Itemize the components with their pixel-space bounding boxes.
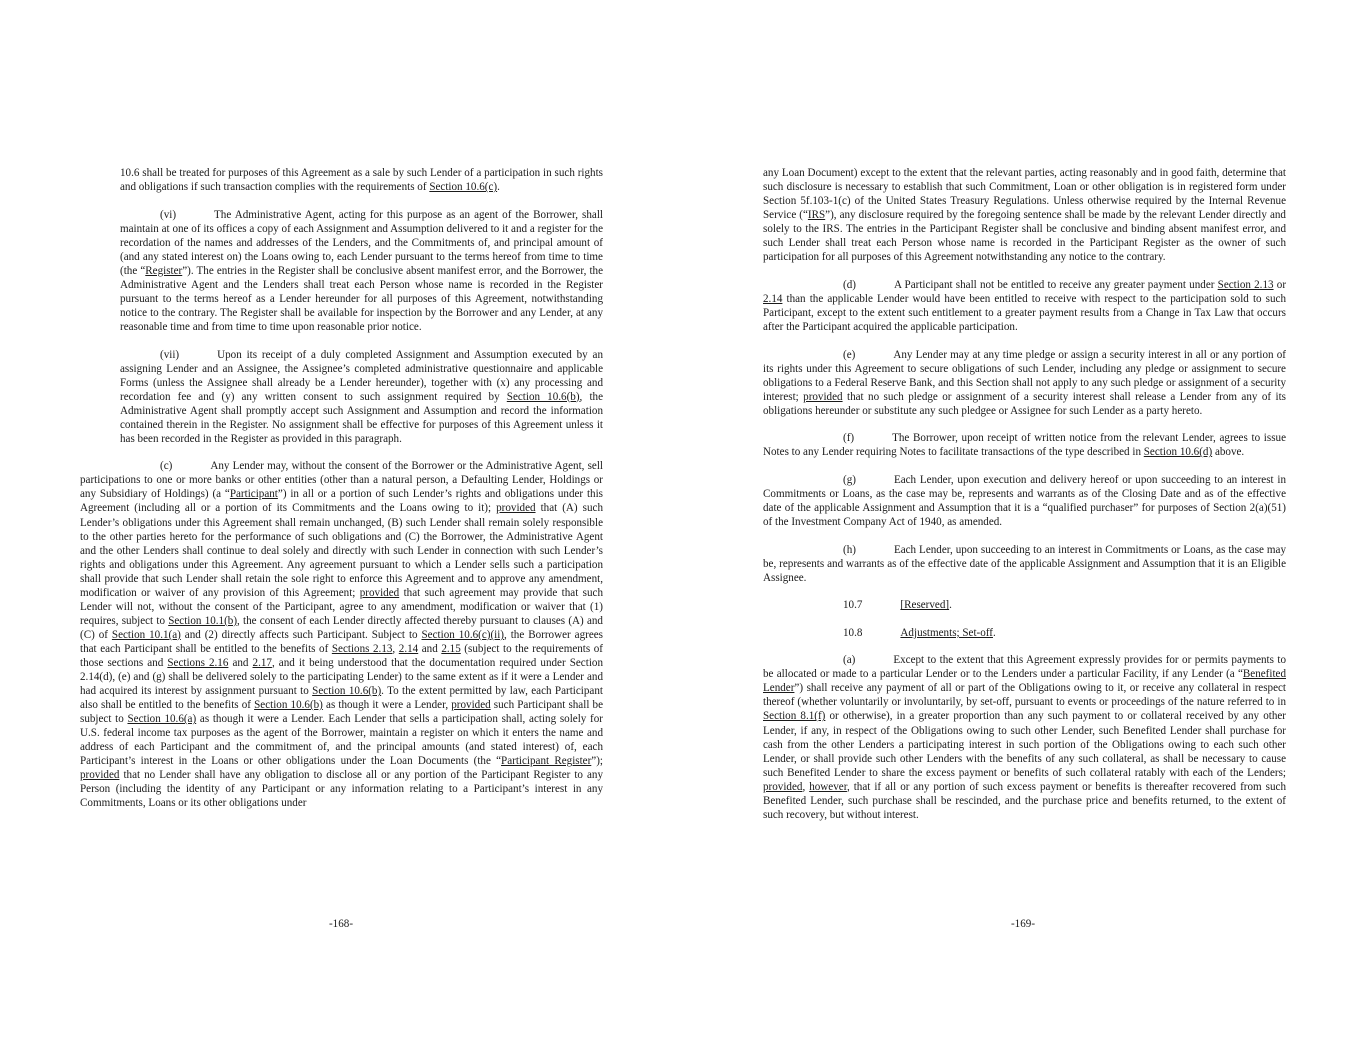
cross-reference: 2.14 xyxy=(398,642,419,655)
paragraph-h: (h) Each Lender, upon succeeding to an interest in Commitments or Loans, as the case may be, represents and warrants as of the effective date of the applicable Assignment and Assumption that it is an Eligible Assignee. xyxy=(763,543,1286,584)
right-page-body xyxy=(763,166,1286,835)
paragraph-e: (e) Any Lender may at any time pledge or assign a security interest in all or any portion of its rights under this Agreement to secure obligations of such Lender, including any pledge or assignment to secure obligations to a Federal Reserve Bank, and this Section shall not apply to any such pledge or assignment of a security interest; provided that no such pledge or assignment of a security interest shall release a Lender from any of its obligations hereunder or substitute any such pledgee or Assignee for such Lender as a party hereto. xyxy=(763,348,1286,417)
paragraph-continuation-10-6: 10.6 shall be treated for purposes of this Agreement as a sale by such Lender of a participation in such rights and obligations if such transaction complies with the requirements of Section 10.6(c). xyxy=(120,167,603,194)
page-number: -169- xyxy=(1010,918,1036,930)
cross-reference: Section 10.6(d) xyxy=(1143,446,1213,459)
paragraph-label: (f) xyxy=(843,432,855,445)
paragraph-label: (g) xyxy=(843,473,856,486)
paragraph-g: (g) Each Lender, upon execution and delivery hereof or upon succeeding to an interest in Commitments or Loans, as the case may be, represents and warrants as of the Closing Date and as of the effective date of the applicable Assignment and Assumption that it is a “qualified purchaser” for purposes of Section 2(a)(51) of the Investment Company Act of 1940, as amended. xyxy=(763,473,1286,528)
paragraph-label: (d) xyxy=(843,278,856,291)
cross-reference: Section 10.6(c) xyxy=(429,181,498,194)
cross-reference: Sections 2.16 xyxy=(167,657,229,669)
defined-term: Participant Register xyxy=(501,755,592,768)
cross-reference: 2.17 xyxy=(252,657,272,669)
paragraph-vi: (vi) The Administrative Agent, acting for this purpose as an agent of the Borrower, shall maintain at one of its offices a copy of each Assignment and Assumption delivered to it and a register for the recordation of the names and addresses of the Lenders, and the Commitments of, and principal amount of (and any stated interest on) the Loans owing to, each Lender pursuant to the terms hereof from time to time (the “Register”). The entries in the Register shall be conclusive absent manifest error, and the Borrower, the Administrative Agent and the Lenders shall treat each Person whose name is recorded in the Register pursuant to the terms hereof as a Lender hereunder for all purposes of this Agreement, notwithstanding notice to the contrary. The Register shall be available for inspection by the Borrower and any Lender, at any reasonable time and from time to time upon reasonable prior notice. xyxy=(120,208,603,333)
section-number: 10.8 xyxy=(843,626,863,639)
paragraph-label: (c) xyxy=(160,460,173,473)
cross-reference: Section 10.1(a) xyxy=(111,628,181,641)
paragraph-f: (f) The Borrower, upon receipt of written notice from the relevant Lender, agrees to issue Notes to any Lender requiring Notes to facilitate transactions of the type described in Section 10.6(d) above. xyxy=(763,432,1286,459)
defined-term: Benefited Lender xyxy=(763,668,1286,695)
page-number: -168- xyxy=(328,918,354,930)
paragraph-label: (vi) xyxy=(160,208,177,221)
provided-term: provided xyxy=(803,390,843,403)
page-169 xyxy=(682,0,1364,1055)
defined-term: IRS xyxy=(807,209,826,222)
cross-reference: Section 10.6(c)(ii) xyxy=(421,628,505,641)
provided-term: provided xyxy=(763,780,803,793)
paragraph-a: (a) Except to the extent that this Agreement expressly provides for or permits payments to be allocated or made to a particular Lender or to the Lenders under a particular Facility, if any Lender (a “Benefited Lender”) shall receive any payment of all or part of the Obligations owing to it, or receive any collateral in respect thereof (whether voluntarily or involuntarily, by set-off, pursuant to events or proceedings of the nature referred to in Section 8.1(f) or otherwise), in a greater proportion than any such payment to or collateral received by any other Lender, if any, in respect of the Obligations owing to such other Lender, such Benefited Lender shall purchase for cash from the other Lenders a participating interest in such portion of the Obligations owing to each such other Lender, or shall provide such other Lenders with the benefits of any such collateral, as shall be necessary to cause such Benefited Lender to share the excess payment or benefits of such collateral ratably with each of the Lenders; provided, however, that if all or any portion of such excess payment or benefits is thereafter recovered from such Benefited Lender, such purchase shall be rescinded, and the purchase price and benefits returned, to the extent of such recovery, but without interest. xyxy=(763,654,1286,821)
cross-reference: Section 8.1(f) xyxy=(763,710,826,723)
section-title: [Reserved] xyxy=(900,599,950,612)
paragraph-label: (vii) xyxy=(160,348,180,361)
cross-reference: Sections 2.13 xyxy=(331,642,393,655)
provided-term: provided xyxy=(496,502,536,515)
defined-term: Participant xyxy=(229,488,278,501)
paragraph-label: (e) xyxy=(843,348,856,361)
cross-reference: Section 10.6(b) xyxy=(254,699,323,712)
provided-term: provided xyxy=(451,699,491,712)
provided-term: provided xyxy=(359,586,400,599)
paragraph-d: (d) A Participant shall not be entitled to receive any greater payment under Section 2.13 or 2.14 than the applicable Lender would have been entitled to receive with respect to the participation sold to such Participant, except to the extent such entitlement to a greater payment results from a Change in Tax Law that occurs after the Participant acquired the applicable participation. xyxy=(763,278,1287,333)
cross-reference: Section 10.6(b) xyxy=(312,685,382,698)
section-title: Adjustments; Set-off xyxy=(900,626,993,639)
section-10-8-heading: 10.8 Adjustments; Set-off. xyxy=(843,626,996,639)
paragraph-label: (h) xyxy=(843,543,856,556)
left-page-body xyxy=(80,166,603,824)
paragraph-continuation-c: any Loan Document) except to the extent that the relevant parties, acting reasonably and in good faith, determine that such disclosure is necessary to establish that such Commitment, Loan or other obligation is in registered form under Section 5f.103-1(c) of the United States Treasury Regulations. Unless otherwise required by the Internal Revenue Service (“IRS”), any disclosure required by the foregoing sentence shall be made by the relevant Lender directly and solely to the IRS. The entries in the Participant Register shall be conclusive and binding absent manifest error, and such Lender shall treat each Person whose name is recorded in the Participant Register as the owner of such participation for all purposes of this Agreement notwithstanding any notice to the contrary. xyxy=(763,167,1286,264)
section-number: 10.7 xyxy=(843,599,863,612)
cross-reference: Section 10.1(b) xyxy=(168,614,238,627)
cross-reference: Section 10.6(a) xyxy=(127,713,197,726)
cross-reference: Section 2.13 xyxy=(1217,278,1274,291)
paragraph-c: (c) Any Lender may, without the consent of the Borrower or the Administrative Agent, sell participations to one or more banks or other entities (other than a natural person, a Defaulting Lender, Holdings or any Subsidiary of Holdings) (a “Participant”) in all or a portion of such Lender’s rights and obligations under this Agreement (including all or a portion of its Commitments and the Loans owing to it); provided that (A) such Lender’s obligations under this Agreement shall remain unchanged, (B) such Lender shall remain solely responsible to the other parties hereto for the performance of such obligations and (C) the Borrower, the Administrative Agent and the other Lenders shall continue to deal solely and directly with such Lender in connection with such Lender’s rights and obligations under this Agreement. Any agreement pursuant to which a Lender sells such a participation shall provide that such Lender shall retain the sole right to enforce this Agreement and to approve any amendment, modification or waiver of any provision of this Agreement; provided that such agreement may provide that such Lender will not, without the consent of the Participant, agree to any amendment, modification or waiver that (1) requires, subject to Section 10.1(b), the consent of each Lender directly affected thereby pursuant to clauses (A) and (C) of Section 10.1(a) and (2) directly affects such Participant. Subject to Section 10.6(c)(ii), the Borrower agrees that each Participant shall be entitled to the benefits of Sections 2.13, 2.14 and 2.15 (subject to the requirements of those sections and Sections 2.16 and 2.17, and it being understood that the documentation required under Section 2.14(d), (e) and (g) shall be delivered solely to the participating Lender) to the same extent as if it were a Lender and had acquired its interest by assignment pursuant to Section 10.6(b). To the extent permitted by law, each Participant also shall be entitled to the benefits of Section 10.6(b) as though it were a Lender, provided such Participant shall be subject to Section 10.6(a) as though it were a Lender. Each Lender that sells a participation shall, acting solely for U.S. federal income tax purposes as the agent of the Borrower, maintain a register on which it enters the name and address of each Participant and the commitment of, and the principal amounts (and stated interest) of, each Participant’s interest in the Loans or other obligations under the Loan Documents (the “Participant Register”); provided that no Lender shall have any obligation to disclose all or any portion of the Participant Register to any Person (including the identity of any Participant or any information relating to a Participant’s interest in any Commitments, Loans or its other obligations under xyxy=(80,460,604,810)
defined-term: Register xyxy=(145,264,183,277)
cross-reference: Section 10.6(b) xyxy=(506,390,580,403)
paragraph-label: (a) xyxy=(843,654,856,667)
section-10-7-heading: 10.7 [Reserved]. xyxy=(843,599,952,612)
paragraph-vii: (vii) Upon its receipt of a duly completed Assignment and Assumption executed by an assigning Lender and an Assignee, the Assignee’s completed administrative questionnaire and applicable Forms (unless the Assignee shall already be a Lender hereunder), together with (x) any processing and recordation fee and (y) any written consent to such assignment required by Section 10.6(b), the Administrative Agent shall promptly accept such Assignment and Assumption and record the information contained therein in the Register. No assignment shall be effective for purposes of this Agreement unless it has been recorded in the Register as provided in this paragraph. xyxy=(120,348,603,445)
cross-reference: 2.15 xyxy=(441,642,461,655)
page-168 xyxy=(0,0,682,1055)
provided-term: provided xyxy=(80,769,120,782)
however-term: however xyxy=(809,780,847,793)
cross-reference: 2.14 xyxy=(763,292,783,305)
